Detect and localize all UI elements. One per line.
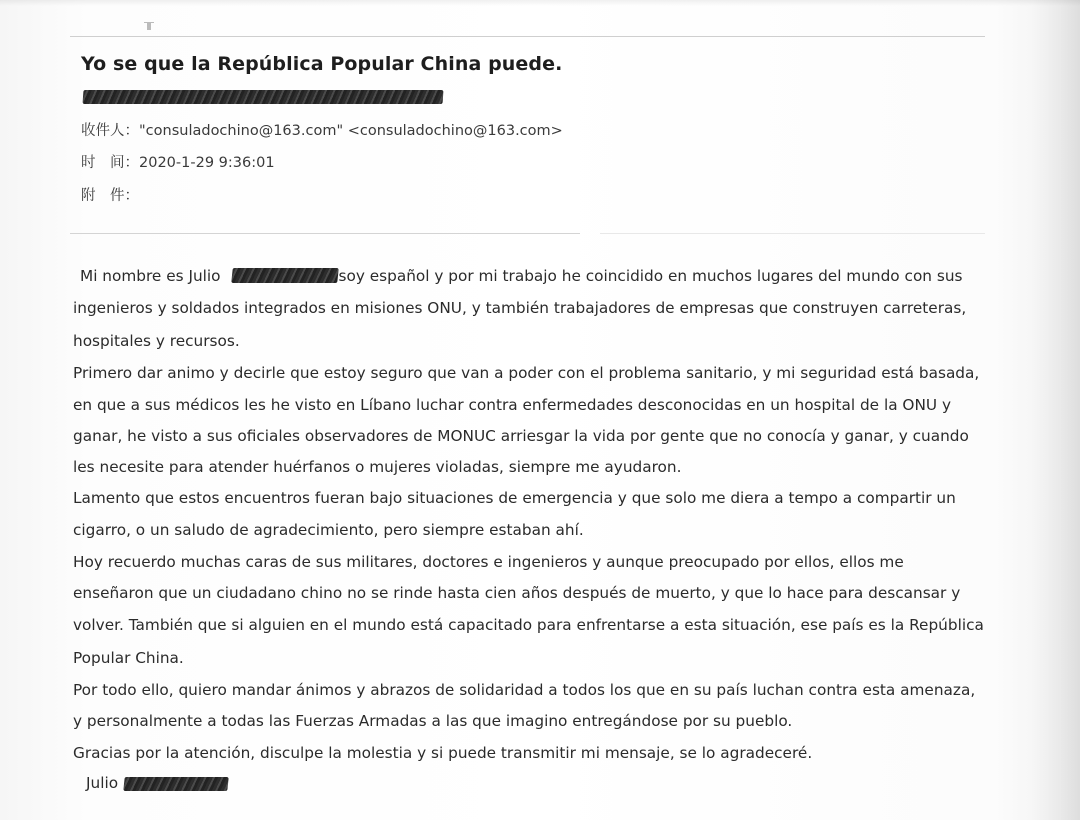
scan-speck	[147, 22, 151, 30]
body-line: Hoy recuerdo muchas caras de sus militares, doctores e ingenieros y aunque preocupado por ellos, ellos me	[73, 553, 904, 571]
body-line: y personalmente a todas las Fuerzas Armadas a las que imagino entregándose por su pueblo.	[73, 712, 793, 730]
page-edge-shadow	[0, 0, 1080, 6]
signature-name: Julio	[86, 774, 119, 792]
attachment-label: 附 件：	[81, 188, 139, 204]
header-bottom-rule-faint	[600, 233, 985, 234]
body-text: soy español y por mi trabajo he coincidido en muchos lugares del mundo con sus	[338, 267, 963, 285]
body-line: enseñaron que un ciudadano chino no se rinde hasta cien años después de muerto, y que lo hace para descansar y	[73, 584, 961, 602]
body-line: ingenieros y soldados integrados en misiones ONU, y también trabajadores de empresas que construyen carreteras,	[73, 299, 967, 317]
body-line: hospitales y recursos.	[73, 332, 240, 350]
page-fold-shadow	[1032, 0, 1080, 820]
recipient-row	[81, 119, 563, 140]
header-bottom-rule	[70, 233, 580, 234]
body-line: Por todo ello, quiero mandar ánimos y abrazos de solidaridad a todos los que en su país luchan contra esta amenaza,	[73, 681, 976, 699]
header-top-rule	[70, 36, 985, 37]
body-line: en que a sus médicos les he visto en Líbano luchar contra enfermedades desconocidas en un hospital de la ONU y	[73, 396, 952, 414]
body-line: volver. También que si alguien en el mundo está capacitado para enfrentarse a esta situación, ese país es la República	[73, 616, 984, 634]
time-row	[81, 151, 275, 172]
attachment-row	[81, 184, 139, 205]
redacted-signature-surname	[123, 777, 228, 791]
body-line: ganar, he visto a sus oficiales observadores de MONUC arriesgar la vida por gente que no conocía y ganar, y cuando	[73, 427, 969, 445]
body-line: les necesite para atender huérfanos o mujeres violadas, siempre me ayudaron.	[73, 458, 682, 476]
time-value: 2020-1-29 9:36:01	[139, 155, 275, 171]
body-line: Popular China.	[73, 649, 184, 667]
scan-speck	[144, 22, 154, 23]
email-subject: Yo se que la República Popular China puede.	[81, 53, 563, 75]
body-line	[80, 267, 963, 285]
recipient-label: 收件人：	[81, 123, 139, 139]
body-line: cigarro, o un saludo de agradecimiento, pero siempre estaban ahí.	[73, 521, 584, 539]
body-line: Lamento que estos encuentros fueran bajo situaciones de emergencia y que solo me diera a tempo a compartir un	[73, 489, 956, 507]
body-line: Primero dar animo y decirle que estoy seguro que van a poder con el problema sanitario, y mi seguridad está basada,	[73, 364, 980, 382]
redacted-sender	[83, 90, 444, 104]
recipient-value: "consuladochino@163.com" <consuladochino@163.com>	[139, 123, 563, 139]
time-label: 时 间：	[81, 155, 139, 171]
body-text: Mi nombre es Julio	[80, 267, 221, 285]
redacted-surname	[231, 268, 339, 283]
body-line: Gracias por la atención, disculpe la molestia y si puede transmitir mi mensaje, se lo agradeceré.	[73, 744, 813, 762]
